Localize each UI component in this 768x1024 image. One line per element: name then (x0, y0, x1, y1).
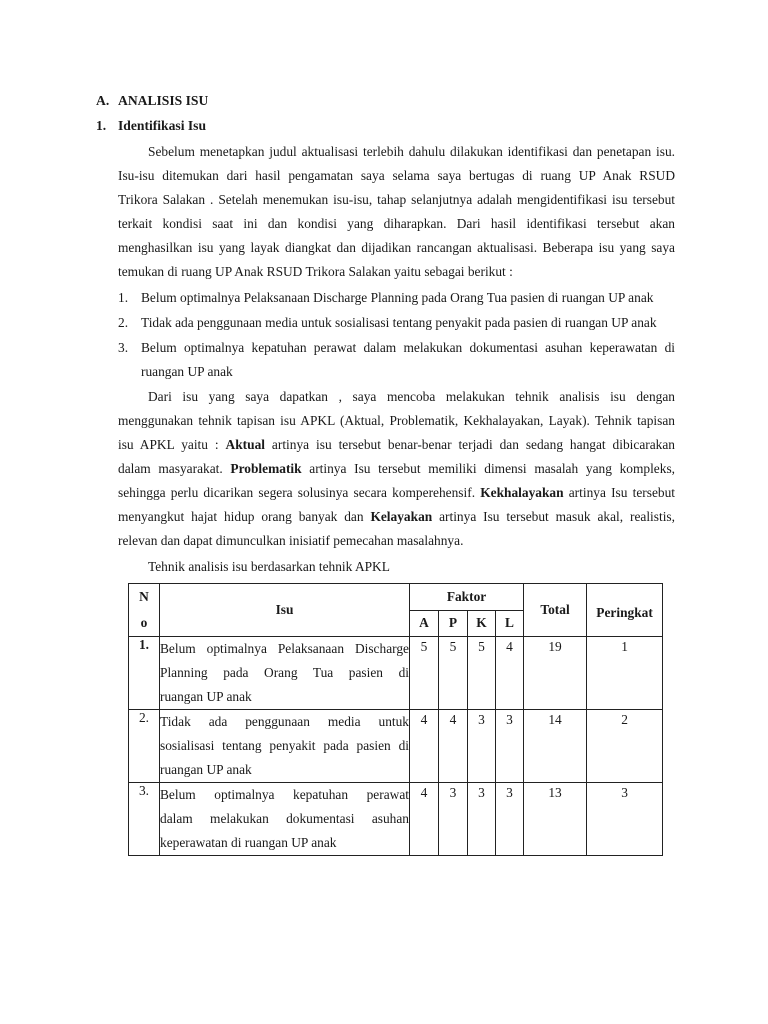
paragraph1-line: Trikora Salakan . Setelah menemukan isu-isu, tahap selanjutnya adalah mengidentifikasi isu tersebut (118, 192, 675, 207)
row-total: 14 (524, 710, 587, 783)
text-run: sehingga perlu dicarikan segera solusinya secara komperehensif. (118, 485, 481, 500)
row-a: 5 (410, 637, 439, 710)
row-isu (160, 710, 410, 783)
header-isu: Isu (160, 584, 410, 637)
row-k: 3 (468, 783, 496, 856)
paragraph1-line: temukan di ruang UP Anak RSUD Trikora Salakan yaitu sebagai berikut : (118, 264, 513, 279)
header-k: K (468, 610, 496, 637)
row-p: 3 (439, 783, 468, 856)
paragraph2-line (118, 505, 675, 529)
text-run: artinya Isu tersebut masuk akal, realistis, (432, 509, 675, 524)
row-p: 4 (439, 710, 468, 783)
header-peringkat: Peringkat (587, 584, 663, 637)
text-run: dalam masyarakat. (118, 461, 231, 476)
text-run: artinya Isu tersebut (563, 485, 675, 500)
term-kekhalayakan: Kekhalayakan (480, 485, 564, 500)
row-p: 5 (439, 637, 468, 710)
term-kelayakan: Kelayakan (370, 509, 433, 524)
table-row (129, 637, 663, 710)
table-row (129, 783, 663, 856)
row-total: 13 (524, 783, 587, 856)
row-isu (160, 783, 410, 856)
row-l: 4 (496, 637, 524, 710)
row-peringkat: 2 (587, 710, 663, 783)
issue-number: 2. (118, 315, 129, 330)
row-a: 4 (410, 710, 439, 783)
paragraph2-line: relevan dan dapat dimunculkan inisiatif pemecahan masalahnya. (118, 533, 464, 548)
isu-line: keperawatan di ruangan UP anak (160, 835, 337, 850)
table-header-row (129, 584, 663, 611)
isu-line: sosialisasi tentang penyakit pada pasien di (160, 738, 409, 753)
paragraph2-line (118, 481, 675, 505)
section-letter: A. (96, 93, 110, 108)
row-peringkat: 1 (587, 637, 663, 710)
issue-text: Belum optimalnya kepatuhan perawat dalam melakukan dokumentasi asuhan keperawatan di (141, 340, 675, 355)
row-l: 3 (496, 783, 524, 856)
subsection-title: Identifikasi Isu (118, 118, 207, 133)
row-total: 19 (524, 637, 587, 710)
row-l: 3 (496, 710, 524, 783)
row-no: 3. (129, 783, 160, 856)
term-problematik: Problematik (230, 461, 302, 476)
paragraph1-line: Sebelum menetapkan judul aktualisasi terlebih dahulu dilakukan identifikasi dan penetapan isu. (148, 144, 675, 159)
section-title: ANALISIS ISU (118, 93, 209, 108)
isu-line: dalam melakukan dokumentasi asuhan (160, 811, 409, 826)
paragraph2-line (118, 433, 675, 457)
isu-line: ruangan UP anak (160, 689, 252, 704)
header-a: A (410, 610, 439, 637)
issue-text: Tidak ada penggunaan media untuk sosialisasi tentang penyakit pada pasien di ruangan UP anak (141, 315, 657, 330)
isu-line: ruangan UP anak (160, 762, 252, 777)
row-peringkat: 3 (587, 783, 663, 856)
isu-line: Planning pada Orang Tua pasien di (160, 665, 409, 680)
paragraph1-line: terkait kondisi saat ini dan kondisi yang diharapkan. Dari hasil identifikasi tersebut akan (118, 216, 675, 231)
isu-line: Belum optimalnya Pelaksanaan Discharge (160, 641, 409, 656)
header-l: L (496, 610, 524, 637)
row-k: 5 (468, 637, 496, 710)
issue-number: 1. (118, 290, 129, 305)
row-isu (160, 637, 410, 710)
text-run: artinya Isu tersebut memiliki dimensi masalah yang kompleks, (301, 461, 676, 476)
row-a: 4 (410, 783, 439, 856)
apkl-table (128, 583, 663, 856)
text-run: menyangkut hajat hidup orang banyak dan (118, 509, 371, 524)
header-faktor: Faktor (410, 584, 524, 611)
header-no-line: N (139, 589, 149, 604)
table-caption: Tehnik analisis isu berdasarkan tehnik APKL (148, 559, 390, 574)
paragraph1-line: menghasilkan isu yang layak diangkat dan dijadikan rancangan aktualisasi. Beberapa isu yang saya (118, 240, 675, 255)
term-aktual: Aktual (225, 437, 265, 452)
subsection-number: 1. (96, 118, 107, 133)
issue-number: 3. (118, 340, 129, 355)
row-no: 1. (129, 637, 160, 710)
isu-line: Tidak ada penggunaan media untuk (160, 714, 409, 729)
table-row (129, 710, 663, 783)
issue-text: Belum optimalnya Pelaksanaan Discharge Planning pada Orang Tua pasien di ruangan UP anak (141, 290, 654, 305)
row-no: 2. (129, 710, 160, 783)
paragraph2-line: Dari isu yang saya dapatkan , saya mencoba melakukan tehnik analisis isu dengan (148, 389, 675, 404)
header-no-line: o (140, 615, 148, 630)
header-total: Total (524, 584, 587, 637)
row-k: 3 (468, 710, 496, 783)
issue-text: ruangan UP anak (141, 364, 233, 379)
text-run: isu APKL yaitu : (118, 437, 226, 452)
isu-line: Belum optimalnya kepatuhan perawat (160, 787, 409, 802)
text-run: artinya isu tersebut benar-benar terjadi dan sedang hangat dibicarakan (265, 437, 676, 452)
header-p: P (439, 610, 468, 637)
paragraph2-line (118, 457, 675, 481)
header-no (129, 584, 160, 637)
paragraph1-line: Isu-isu ditemukan dari hasil pengamatan saya selama saya bertugas di ruang UP Anak RSUD (118, 168, 675, 183)
paragraph2-line: menggunakan tehnik tapisan isu APKL (Aktual, Problematik, Kekhalayakan, Layak). Tehnik tapisan (118, 413, 675, 428)
